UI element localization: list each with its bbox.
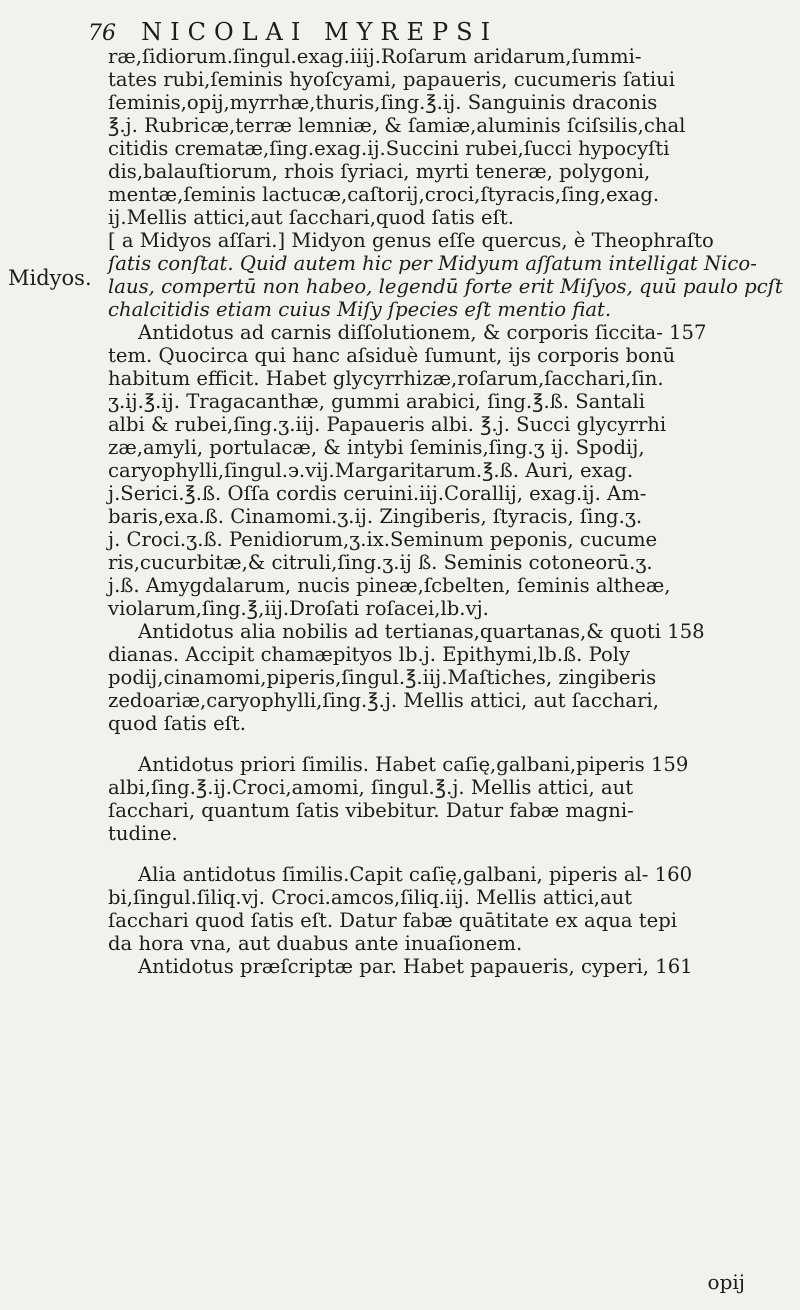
- text-line: caryophylli,ſingul.϶.vij.Margaritarum.℥.ß. Auri, exag.: [108, 459, 634, 482]
- text-line: violarum,ſing.℥,iij.Droſati roſacei,lb.vj.: [108, 597, 489, 620]
- text-line: Antidotus præſcriptæ par. Habet papaueris, cyperi, 161: [138, 955, 693, 978]
- text-line: ſatis conſtat. Quid autem hic per Midyum aſſatum intelligat Nico-: [108, 252, 757, 275]
- text-line: habitum efficit. Habet glycyrrhizæ,roſarum,ſacchari,ſin.: [108, 367, 664, 390]
- text-line: bi,ſingul.ſiliq.vj. Croci.amcos,ſiliq.iij. Mellis attici,aut: [108, 886, 633, 909]
- running-title: NICOLAI MYREPSI: [141, 18, 499, 46]
- text-line: dis,balauſtiorum, rhois ſyriaci, myrti teneræ, polygoni,: [108, 160, 651, 183]
- text-line: ris,cucurbitæ,& citruli,ſing.ʒ.ij ß. Seminis cotoneorū.ʒ.: [108, 551, 653, 574]
- text-line: ʒ.ij.℥.ij. Tragacanthæ, gummi arabici, ſing.℥.ß. Santali: [108, 390, 646, 413]
- text-line: tem. Quocirca qui hanc aſsiduè ſumunt, ijs corporis bonū: [108, 344, 676, 367]
- paragraph-antidote-159: [108, 753, 788, 845]
- text-line: zæ,amyli, portulacæ, & intybi ſeminis,ſing.ʒ ij. Spodij,: [108, 436, 645, 459]
- text-line: citidis crematæ,ſing.exag.ij.Succini rubei,ſucci hypocyſti: [108, 137, 670, 160]
- text-line: da hora vna, aut duabus ante inuaſionem.: [108, 932, 523, 955]
- text-line: j.ß. Amygdalarum, nucis pineæ,ſcbelten, ſeminis altheæ,: [108, 574, 671, 597]
- text-line: ℥.j. Rubricæ,terræ lemniæ, & ſamiæ,aluminis ſciſsilis,chal: [108, 114, 686, 137]
- text-line: [ a Midyos aſſari.] Midyon genus eſſe quercus, è Theophraſto: [108, 229, 714, 252]
- text-line: tates rubi,ſeminis hyoſcyami, papaueris, cucumeris ſatiui: [108, 68, 676, 91]
- catchword: opij: [707, 1270, 745, 1294]
- text-line: laus, compertū non habeo, legendū forte erit Miſyos, quū paulo pcſt: [108, 275, 783, 298]
- text-line: podij,cinamomi,piperis,ſingul.℥.iij.Maſtiches, zingiberis: [108, 666, 657, 689]
- text-line: mentæ,ſeminis lactucæ,caſtorij,croci,ſtyracis,ſing,exag.: [108, 183, 660, 206]
- text-line: baris,exa.ß. Cinamomi.ʒ.ij. Zingiberis, ſtyracis, ſing.ʒ.: [108, 505, 643, 528]
- text-line: chalcitidis etiam cuius Miſy ſpecies eſt mentio fiat.: [108, 298, 612, 321]
- text-block: [108, 45, 788, 978]
- text-line: Antidotus alia nobilis ad tertianas,quartanas,& quoti 158: [138, 620, 705, 643]
- margin-note: Midyos.: [8, 266, 92, 290]
- text-line: dianas. Accipit chamæpityos lb.j. Epithymi,lb.ß. Poly: [108, 643, 631, 666]
- text-line: Antidotus priori ſimilis. Habet caſię,galbani,piperis 159: [138, 753, 689, 776]
- paragraph-commentary: [108, 229, 788, 321]
- text-line: albi & rubei,ſing.ʒ.iij. Papaueris albi. ℥.j. Succi glycyrrhi: [108, 413, 667, 436]
- text-line: j.Serici.℥.ß. Oſſa cordis ceruini.iij.Corallij, exag.ij. Am-: [108, 482, 647, 505]
- paragraph-antidote-157: [108, 321, 788, 620]
- paragraph-antidote-158: [108, 620, 788, 735]
- page-number: 76: [88, 21, 116, 46]
- text-line: j. Croci.ʒ.ß. Penidiorum,ʒ.ix.Seminum peponis, cucume: [108, 528, 658, 551]
- text-line: albi,ſing.℥.ij.Croci,amomi, ſingul.℥.j. Mellis attici, aut: [108, 776, 634, 799]
- paragraph-antidote-160: [108, 863, 788, 978]
- text-line: ræ,ſidiorum.ſingul.exag.iiij.Roſarum aridarum,ſummi-: [108, 45, 642, 68]
- text-line: quod ſatis eſt.: [108, 712, 247, 735]
- text-line: ſacchari, quantum ſatis vibebitur. Datur fabæ magni-: [108, 799, 634, 822]
- text-line: ſeminis,opij,myrrhæ,thuris,ſing.℥.ij. Sanguinis draconis: [108, 91, 658, 114]
- paragraph-recipe-continuation: [108, 45, 788, 229]
- text-line: Alia antidotus ſimilis.Capit caſię,galbani, piperis al- 160: [138, 863, 693, 886]
- text-line: ij.Mellis attici,aut ſacchari,quod ſatis eſt.: [108, 206, 514, 229]
- text-line: zedoariæ,caryophylli,ſing.℥.j. Mellis attici, aut ſacchari,: [108, 689, 659, 712]
- page-header: [88, 18, 498, 48]
- text-line: Antidotus ad carnis diſſolutionem, & corporis ſiccita- 157: [138, 321, 707, 344]
- text-line: ſacchari quod ſatis eſt. Datur fabæ quātitate ex aqua tepi: [108, 909, 678, 932]
- text-line: tudine.: [108, 822, 178, 845]
